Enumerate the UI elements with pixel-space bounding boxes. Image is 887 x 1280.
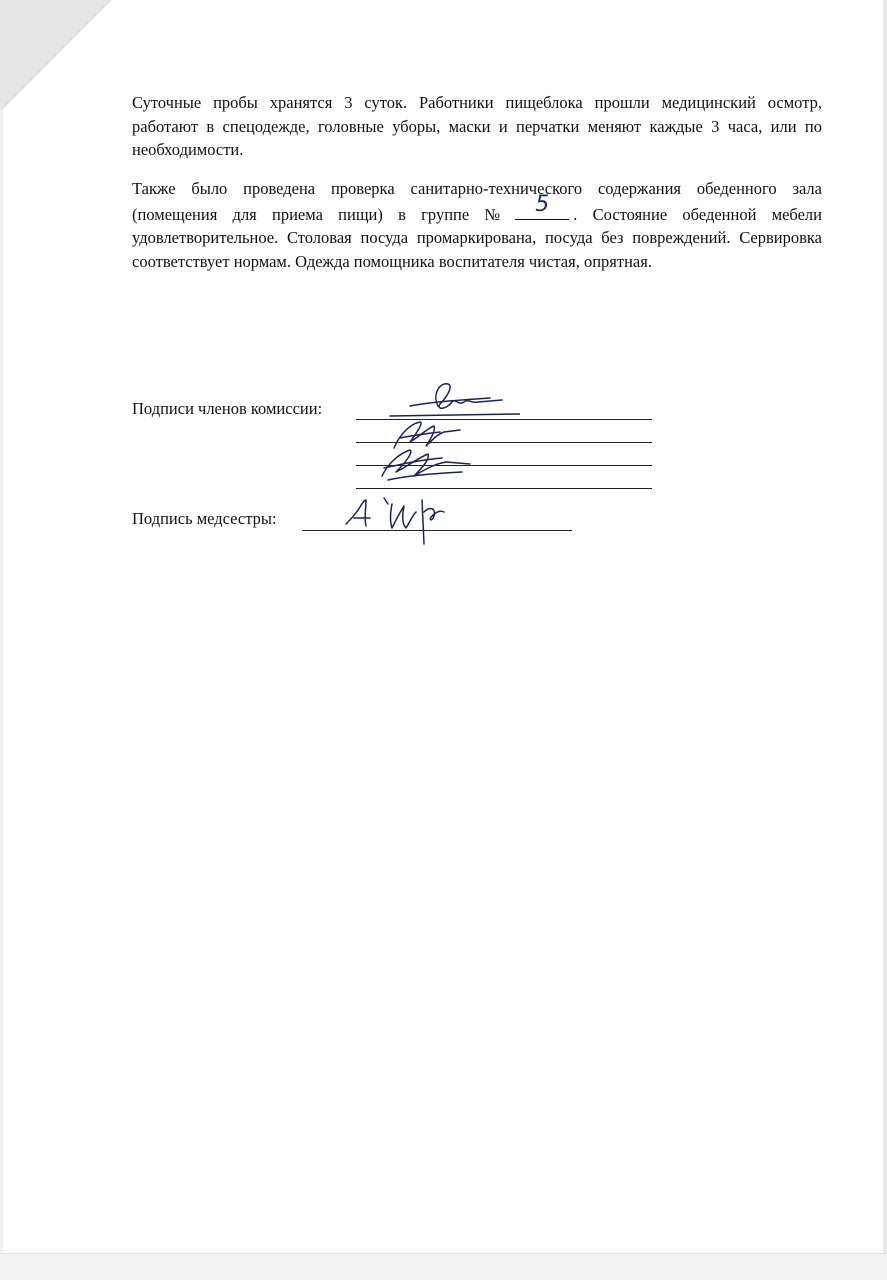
commission-signatures-label: Подписи членов комиссии: [132,399,323,418]
paragraph-daily-samples [132,91,822,162]
commission-signature-3 [366,440,476,484]
page-bottom-edge [0,1253,887,1280]
commission-signature-line [356,488,652,489]
nurse-signature [340,490,450,546]
paragraph-1-text: Суточные пробы хранятся 3 суток. Работники пищеблока прошли медицинский осмотр, работают в спецодежде, головные уборы, маски и перчатки меняют каждые 3 часа, или по необходимости. [132,93,822,159]
group-number-handwritten: 5 [535,191,550,217]
page-right-edge [883,0,887,1280]
nurse-signature-label: Подпись медсестры: [132,509,277,528]
paragraph-dining-inspection [132,177,822,273]
paragraph-2-text-start: Также было проведена проверка санитарно-технического содержания обеденного зала (помещения для приема пищи) в группе № [132,179,822,224]
paragraph-2-text-end: . Состояние обеденной мебели удовлетворительное. Столовая посуда промаркирована, посуда без повреждений. Сервировка соответствует нормам. Одежда помощника воспитателя чистая, опрятная. [132,204,822,271]
page-left-edge [0,110,3,1260]
group-number-field [515,191,569,220]
